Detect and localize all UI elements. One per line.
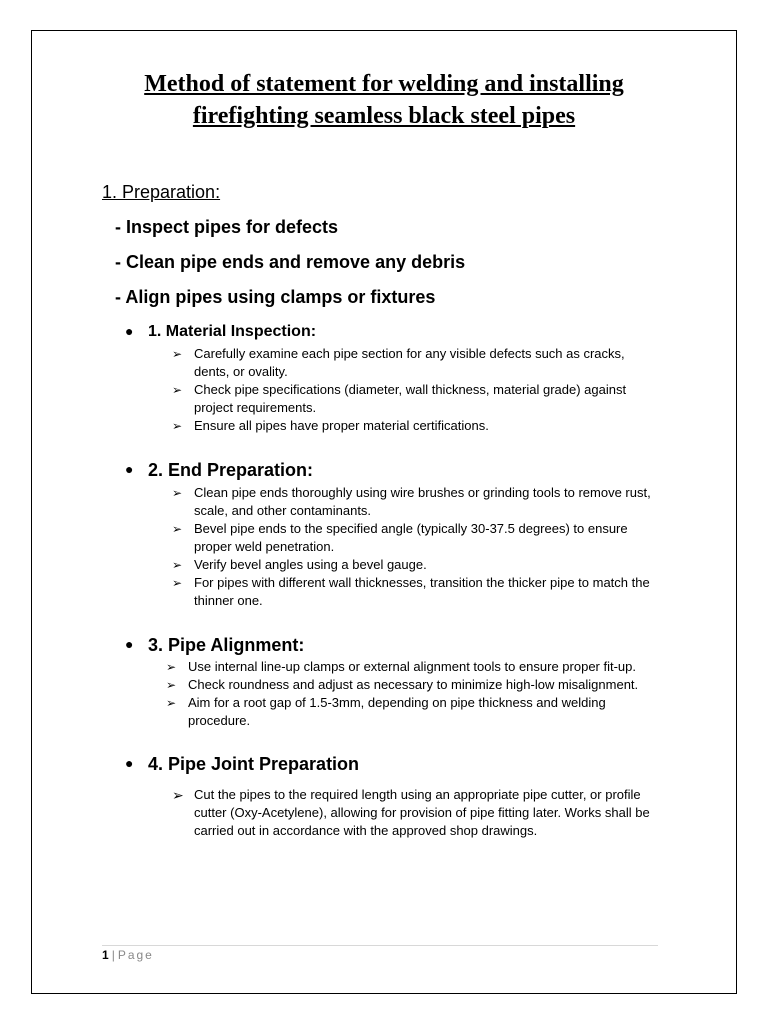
- arrow-bullet-icon: ➢: [172, 383, 183, 397]
- list-item: ➢ Cut the pipes to the required length using an appropriate pipe cutter, or profile cutter (Oxy-Acetylene), allowing for provision of pipe fitting later. Works shall be carried out in accordance with the approved shop drawings.: [172, 787, 650, 838]
- list-item: ➢ Use internal line-up clamps or external alignment tools to ensure proper fit-up.: [166, 659, 637, 674]
- arrow-bullet-icon: ➢: [166, 696, 177, 710]
- footer-separator: |: [111, 948, 115, 962]
- list-item: ➢ Bevel pipe ends to the specified angle (typically 30-37.5 degrees) to ensure proper weld penetration.: [172, 521, 628, 554]
- document-title: [60, 68, 708, 132]
- list-item: ➢ Verify bevel angles using a bevel gauge.: [172, 557, 427, 572]
- arrow-bullet-icon: ➢: [172, 522, 183, 536]
- page-footer: [102, 948, 154, 962]
- arrow-bullet-icon: ➢: [172, 558, 183, 572]
- arrow-bullet-icon: ➢: [172, 787, 184, 803]
- section-heading: 1. Preparation:: [102, 182, 221, 202]
- list-item: ➢ Carefully examine each pipe section for any visible defects such as cracks, dents, or ovality.: [172, 346, 625, 379]
- title-line-1: Method of statement for welding and installing: [144, 71, 624, 97]
- bullet-dot-icon: ●: [125, 755, 134, 771]
- bullet-dot-icon: ●: [125, 636, 134, 652]
- page-label: Page: [117, 948, 154, 962]
- footer-divider: [102, 945, 658, 946]
- page-number: 1: [102, 948, 109, 962]
- subsection-heading: 2. End Preparation:: [148, 460, 314, 480]
- list-item: ➢ Check roundness and adjust as necessary to minimize high-low misalignment.: [166, 677, 639, 692]
- list-item: ➢ Ensure all pipes have proper material certifications.: [172, 418, 489, 433]
- arrow-bullet-icon: ➢: [172, 347, 183, 361]
- arrow-bullet-icon: ➢: [166, 678, 177, 692]
- subsection-heading: 3. Pipe Alignment:: [148, 635, 305, 655]
- arrow-bullet-icon: ➢: [172, 419, 183, 433]
- list-item: ➢ Clean pipe ends thoroughly using wire brushes or grinding tools to remove rust, scale, and other contaminants.: [172, 485, 651, 518]
- prep-step: - Inspect pipes for defects: [115, 217, 339, 237]
- item-list: [172, 786, 664, 840]
- prep-step: - Align pipes using clamps or fixtures: [115, 287, 436, 307]
- title-line-2: firefighting seamless black steel pipes: [192, 103, 576, 129]
- subsection-heading: 4. Pipe Joint Preparation: [148, 754, 360, 774]
- bullet-dot-icon: ●: [125, 461, 134, 477]
- list-item: ➢ For pipes with different wall thicknesses, transition the thicker pipe to match the thinner one.: [172, 575, 650, 608]
- bullet-dot-icon: ●: [125, 323, 134, 339]
- item-list: [172, 484, 662, 610]
- list-item: ➢ Check pipe specifications (diameter, wall thickness, material grade) against project requirements.: [172, 382, 627, 415]
- arrow-bullet-icon: ➢: [166, 660, 177, 674]
- item-list: [166, 658, 666, 730]
- arrow-bullet-icon: ➢: [172, 486, 183, 500]
- list-item: ➢ Aim for a root gap of 1.5-3mm, depending on pipe thickness and welding procedure.: [166, 695, 606, 728]
- arrow-bullet-icon: ➢: [172, 576, 183, 590]
- subsection-heading: 1. Material Inspection:: [148, 323, 317, 340]
- item-list: [172, 345, 662, 435]
- prep-step: - Clean pipe ends and remove any debris: [115, 252, 466, 272]
